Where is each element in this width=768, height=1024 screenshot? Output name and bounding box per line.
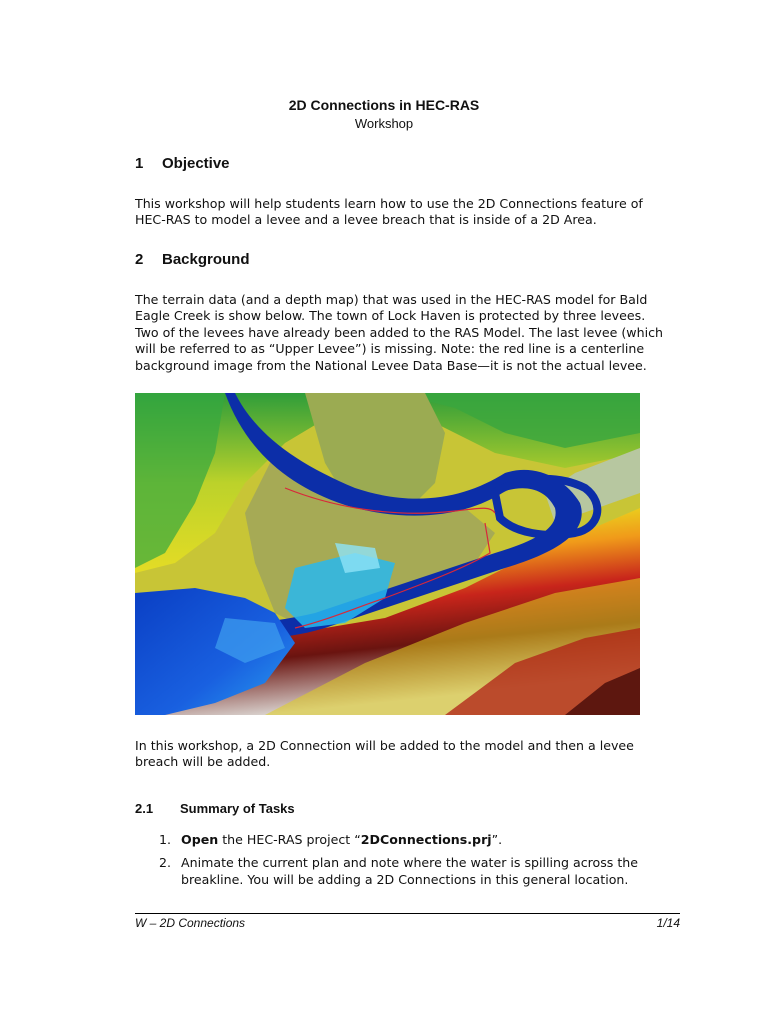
terrain-map-svg (135, 393, 640, 715)
subsection-heading-summary (135, 801, 295, 817)
task-item-1 (159, 832, 679, 848)
section-number: 1 (135, 155, 144, 172)
document-title-block (0, 96, 768, 132)
footer-page-number: 1/14 (656, 916, 680, 930)
section-number: 2 (135, 251, 144, 268)
task-item-2 (159, 855, 679, 888)
task-number: 2. (159, 855, 172, 871)
task-text: Animate the current plan and note where the water is spilling across the breakline. You will be adding a 2D Connections in this general location. (181, 855, 639, 887)
task-number: 1. (159, 832, 172, 847)
section-title: Background (162, 251, 250, 268)
footer-document-name: W – 2D Connections (135, 916, 246, 930)
footer-divider (135, 913, 680, 914)
section-heading-background (135, 251, 250, 269)
subsection-title: Summary of Tasks (180, 801, 295, 816)
project-filename: 2DConnections.prj (360, 832, 492, 847)
document-subtitle: Workshop (354, 116, 414, 131)
document-title: 2D Connections in HEC-RAS (288, 97, 480, 113)
section-title: Objective (162, 155, 230, 172)
task-list (159, 832, 679, 895)
workshop-intro-paragraph: In this workshop, a 2D Connection will be added to the model and then a levee breach will be added. (135, 738, 634, 770)
terrain-depth-map-image (135, 393, 640, 715)
background-paragraph: The terrain data (and a depth map) that was used in the HEC-RAS model for Bald Eagle Creek is show below. The town of Lock Haven is protected by three levees. Two of the levees have already been added to the RAS Model. The last levee (which will be referred to as “Upper Levee”) is missing. Note: the red line is a centerline background image from the National Levee Data Base—it is not the actual levee. (135, 292, 663, 373)
objective-paragraph: This workshop will help students learn how to use the 2D Connections feature of HEC-RAS to model a levee and a levee breach that is inside of a 2D Area. (135, 196, 643, 228)
task-text-end: ”. (491, 832, 503, 847)
subsection-number: 2.1 (135, 801, 154, 816)
task-open-keyword: Open (181, 832, 219, 847)
task-text: the HEC-RAS project “ (218, 832, 361, 847)
section-heading-objective (135, 155, 230, 173)
